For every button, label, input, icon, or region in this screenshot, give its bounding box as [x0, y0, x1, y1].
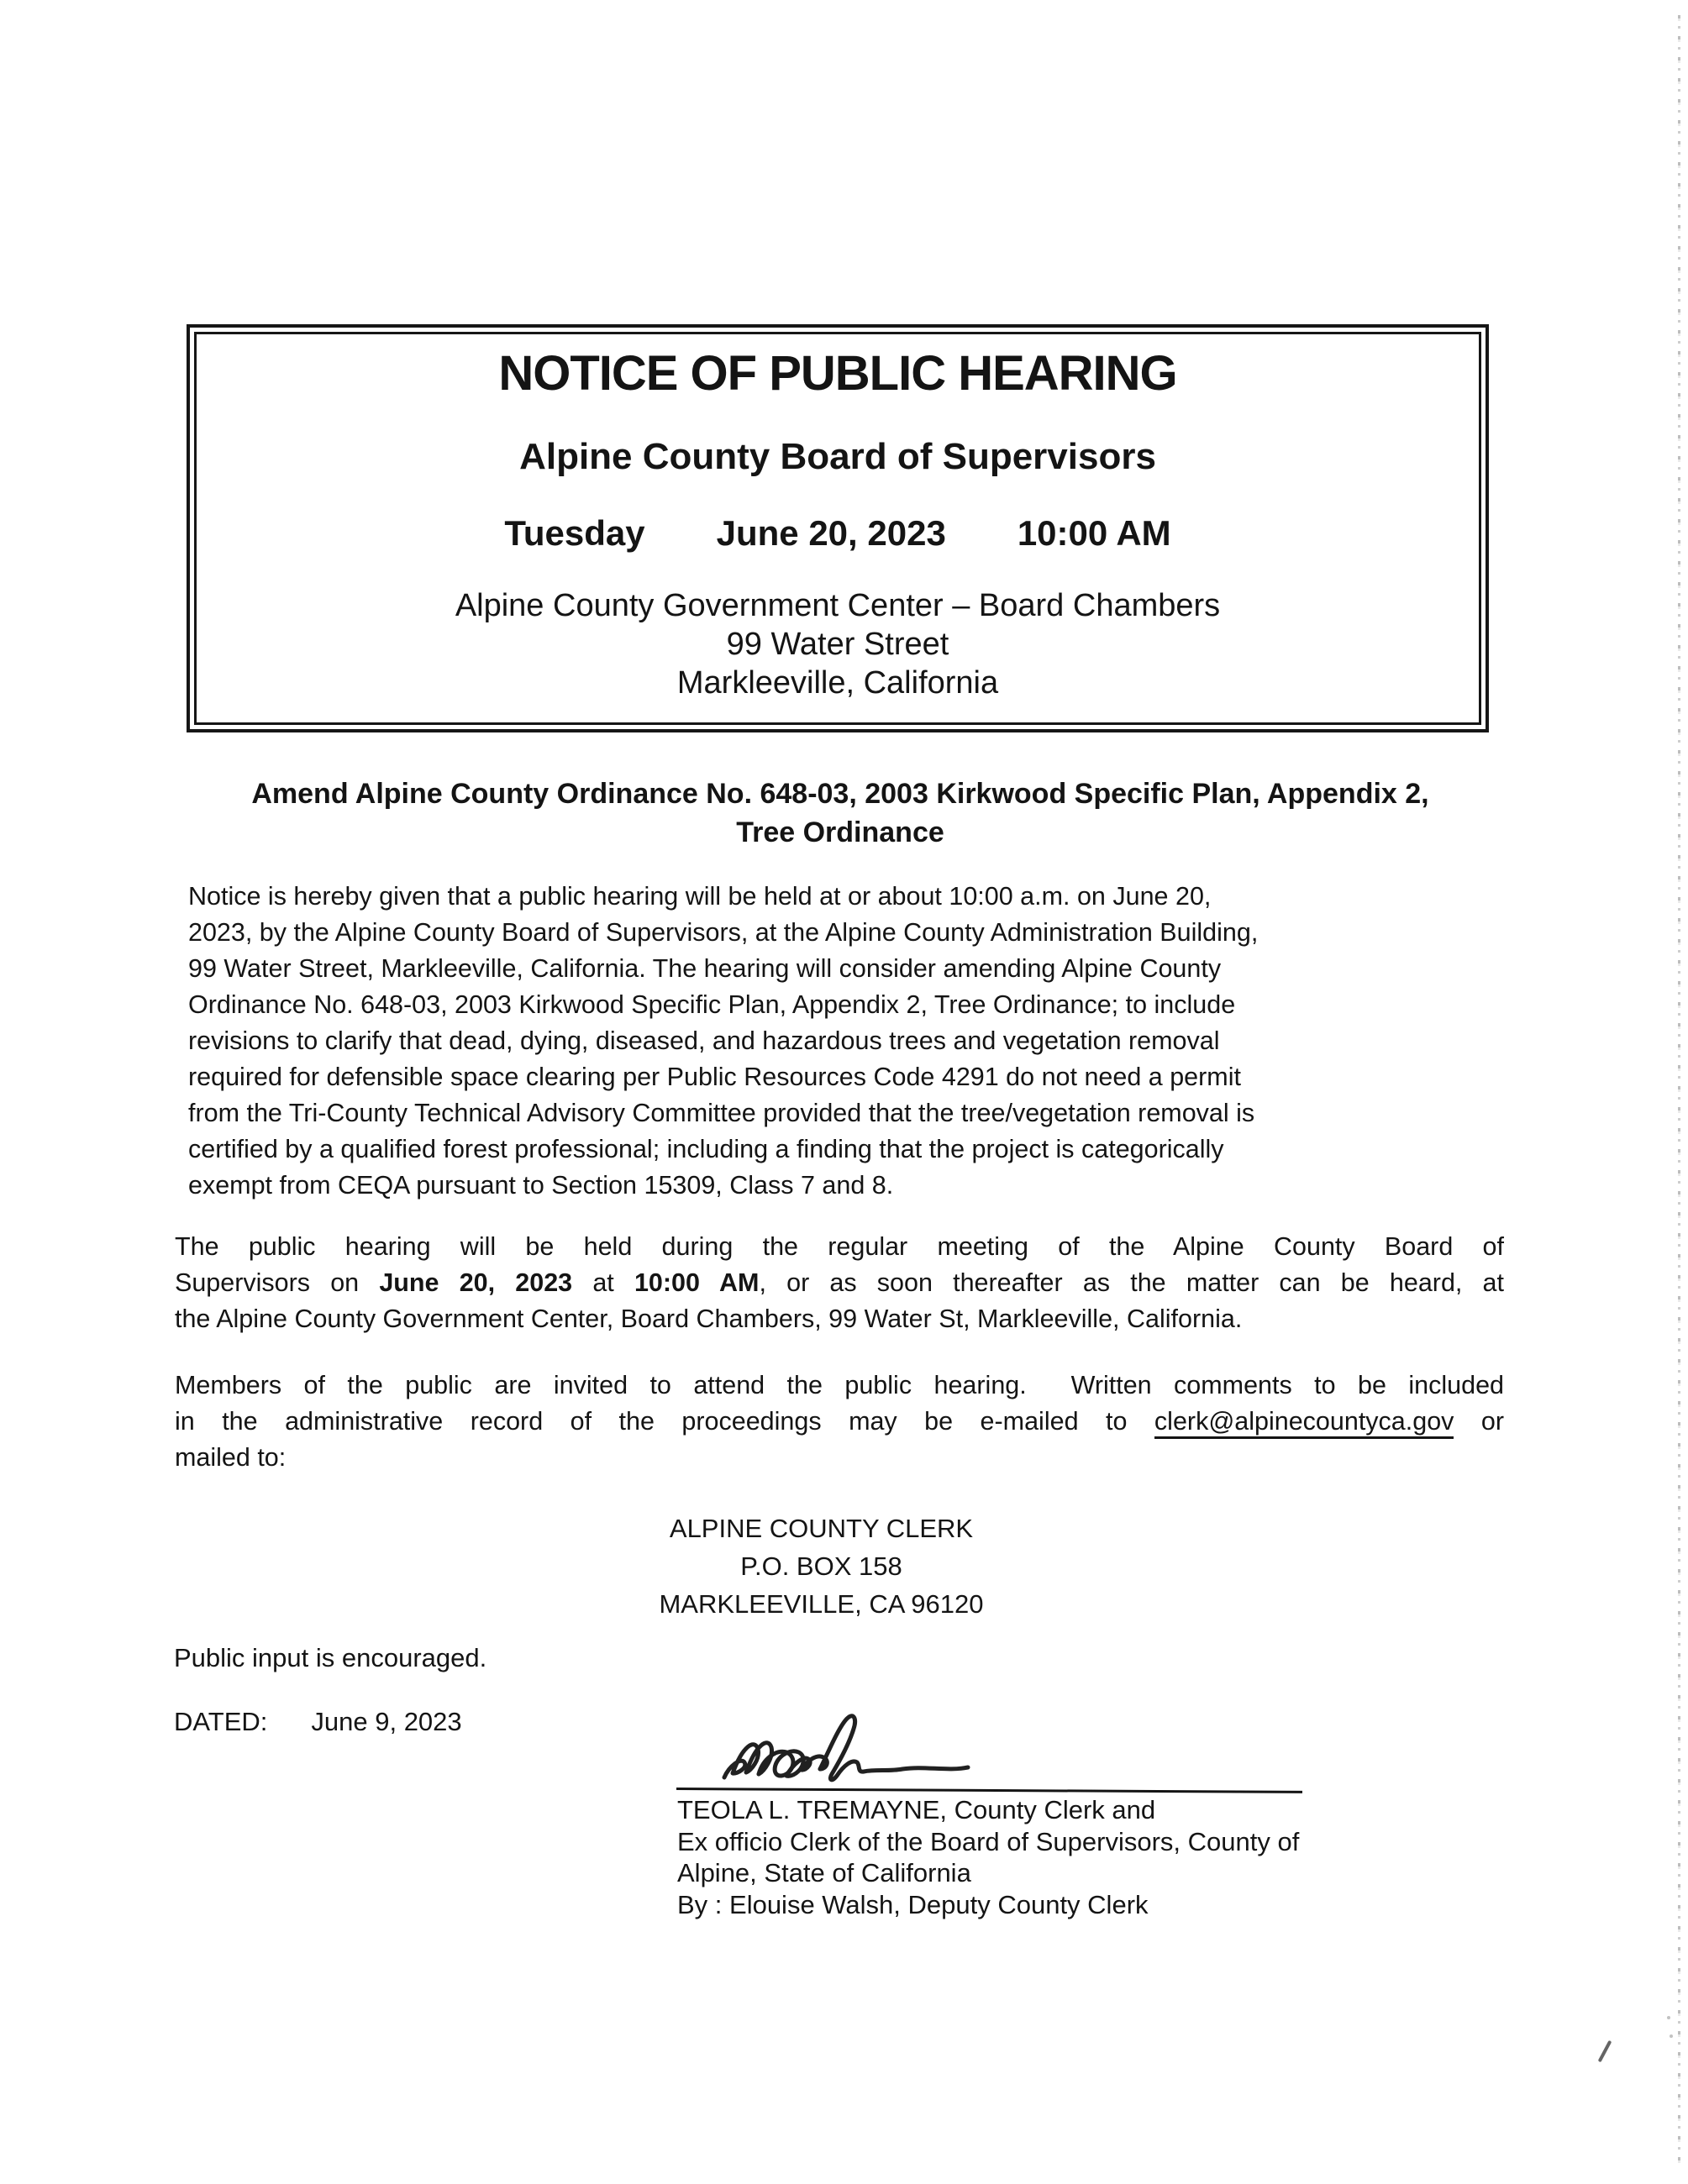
- email-link[interactable]: clerk@alpinecountyca.gov: [1154, 1407, 1454, 1439]
- hearing-schedule: [197, 514, 1479, 553]
- paragraph-3-text: or: [1454, 1407, 1504, 1436]
- paragraph-2-text: at: [572, 1268, 634, 1297]
- public-input-note: Public input is encouraged.: [174, 1643, 487, 1672]
- paragraph-2-text: , or as soon thereafter as the matter can be heard, at: [759, 1268, 1504, 1297]
- paragraph-1-line: exempt from CEQA pursuant to Section 15309, Class 7 and 8.: [188, 1171, 894, 1200]
- dated-value: June 9, 2023: [311, 1707, 462, 1736]
- signatory-title-line: Alpine, State of California: [677, 1858, 971, 1887]
- notice-title: NOTICE OF PUBLIC HEARING: [498, 346, 1177, 401]
- hearing-venue: [197, 586, 1479, 702]
- paragraph-3-line: Members of the public are invited to attend the public hearing. Written comments to be included: [175, 1371, 1504, 1399]
- paragraph-3-text: in the administrative record of the proceedings may be e-mailed to: [175, 1407, 1154, 1436]
- clerk-address-line-2: P.O. BOX 158: [740, 1551, 902, 1581]
- paragraph-2: [175, 1229, 1504, 1337]
- paragraph-1-line: 99 Water Street, Markleeville, California. The hearing will consider amending Alpine County: [188, 954, 1222, 983]
- paragraph-1-line: certified by a qualified forest professional; including a finding that the project is categorically: [188, 1135, 1224, 1163]
- signatory-name-line: TEOLA L. TREMAYNE, County Clerk and: [677, 1795, 1156, 1824]
- notice-box: [187, 324, 1489, 732]
- dated-label: DATED:: [174, 1707, 268, 1736]
- dated-line: [174, 1707, 462, 1737]
- paragraph-2-text: Supervisors on: [175, 1268, 380, 1297]
- paragraph-1-line: Notice is hereby given that a public hearing will be held at or about 10:00 a.m. on June 20,: [188, 882, 1212, 911]
- venue-line-1: Alpine County Government Center – Board Chambers: [455, 588, 1221, 623]
- subject-heading-line-1: Amend Alpine County Ordinance No. 648-03, 2003 Kirkwood Specific Plan, Appendix 2,: [251, 778, 1429, 810]
- hearing-time: 10:00 AM: [1017, 513, 1171, 553]
- subject-heading-line-2: Tree Ordinance: [736, 816, 944, 848]
- paragraph-1-line: from the Tri-County Technical Advisory Committee provided that the tree/vegetation removal is: [188, 1099, 1255, 1127]
- scan-artifact-speck: [1667, 2016, 1670, 2019]
- paragraph-1-line: Ordinance No. 648-03, 2003 Kirkwood Specific Plan, Appendix 2, Tree Ordinance; to include: [188, 990, 1236, 1019]
- signatory-text: [677, 1794, 1433, 1920]
- subject-heading: [176, 774, 1504, 852]
- paragraph-2-line: The public hearing will be held during the regular meeting of the Alpine County Board of: [175, 1232, 1504, 1261]
- paragraph-1-line: 2023, by the Alpine County Board of Supervisors, at the Alpine County Administration Building,: [188, 918, 1259, 947]
- scan-artifact-speck: [1670, 2034, 1673, 2038]
- hearing-date-bold: June 20, 2023: [379, 1268, 573, 1297]
- paragraph-1: [188, 879, 1533, 1204]
- notice-box-inner-border: [194, 332, 1481, 725]
- hearing-date: June 20, 2023: [716, 513, 946, 553]
- paragraph-1-line: required for defensible space clearing per Public Resources Code 4291 do not need a permit: [188, 1063, 1241, 1091]
- signature-block: [672, 1714, 1428, 1991]
- hearing-day: Tuesday: [504, 513, 645, 553]
- paragraph-2-line: [175, 1265, 1504, 1301]
- clerk-address: [151, 1509, 1491, 1623]
- paragraph-3-line: mailed to:: [175, 1443, 287, 1472]
- paragraph-3-line: [175, 1404, 1504, 1440]
- signatory-by-line: By : Elouise Walsh, Deputy County Clerk: [677, 1889, 1149, 1919]
- signatory-title-line: Ex officio Clerk of the Board of Supervisors, County of: [677, 1826, 1300, 1856]
- venue-line-3: Markleeville, California: [676, 665, 999, 701]
- paragraph-2-line: the Alpine County Government Center, Board Chambers, 99 Water St, Markleeville, California.: [175, 1305, 1243, 1333]
- paragraph-3: [175, 1368, 1504, 1476]
- clerk-address-line-3: MARKLEEVILLE, CA 96120: [659, 1589, 984, 1619]
- paragraph-1-line: revisions to clarify that dead, dying, diseased, and hazardous trees and vegetation removal: [188, 1026, 1220, 1055]
- hearing-time-bold: 10:00 AM: [634, 1268, 760, 1297]
- venue-line-2: 99 Water Street: [726, 627, 949, 662]
- clerk-address-line-1: ALPINE COUNTY CLERK: [669, 1514, 974, 1543]
- scan-artifact-dotted-line: [1678, 15, 1680, 2164]
- scan-artifact-slash: [1598, 2040, 1612, 2063]
- notice-subtitle: Alpine County Board of Supervisors: [519, 436, 1156, 477]
